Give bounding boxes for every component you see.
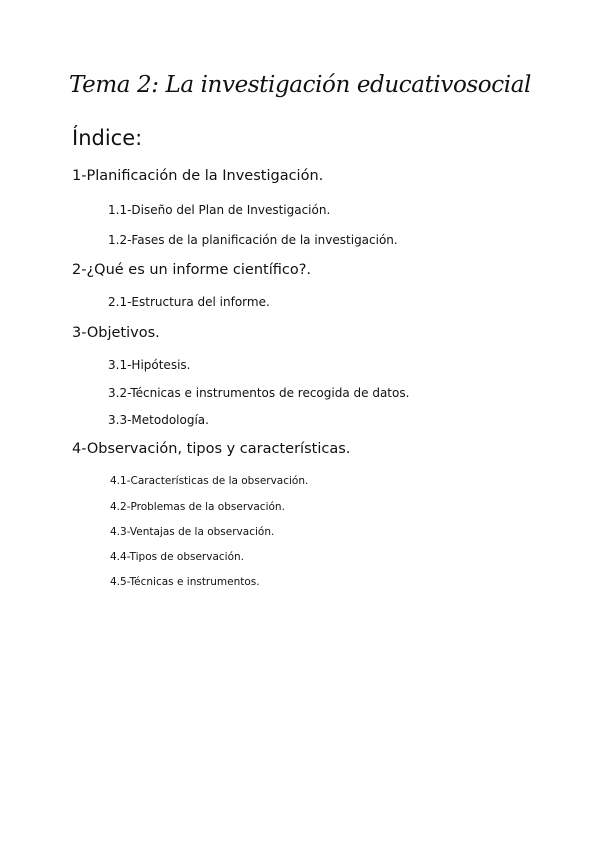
subsection-3-1: 3.1-Hipótesis. [108, 358, 191, 372]
section-3-heading: 3-Objetivos. [72, 325, 160, 341]
subsection-1-2: 1.2-Fases de la planificación de la investigación. [108, 233, 398, 247]
subsection-4-3: 4.3-Ventajas de la observación. [110, 526, 275, 538]
subsection-4-4: 4.4-Tipos de observación. [110, 551, 244, 563]
section-4-heading: 4-Observación, tipos y características. [72, 441, 351, 457]
subsection-3-3: 3.3-Metodología. [108, 413, 209, 427]
subsection-2-1: 2.1-Estructura del informe. [108, 295, 270, 309]
section-1-heading: 1-Planificación de la Investigación. [72, 168, 324, 184]
subsection-4-5: 4.5-Técnicas e instrumentos. [110, 576, 260, 588]
section-2-heading: 2-¿Qué es un informe científico?. [72, 262, 312, 278]
subsection-3-2: 3.2-Técnicas e instrumentos de recogida de datos. [108, 386, 410, 400]
subsection-4-1: 4.1-Características de la observación. [110, 475, 309, 487]
subsection-4-2: 4.2-Problemas de la observación. [110, 501, 285, 513]
index-heading: Índice: [72, 126, 143, 150]
page-title: Tema 2: La investigación educativosocial [69, 72, 531, 98]
subsection-1-1: 1.1-Diseño del Plan de Investigación. [108, 203, 331, 217]
